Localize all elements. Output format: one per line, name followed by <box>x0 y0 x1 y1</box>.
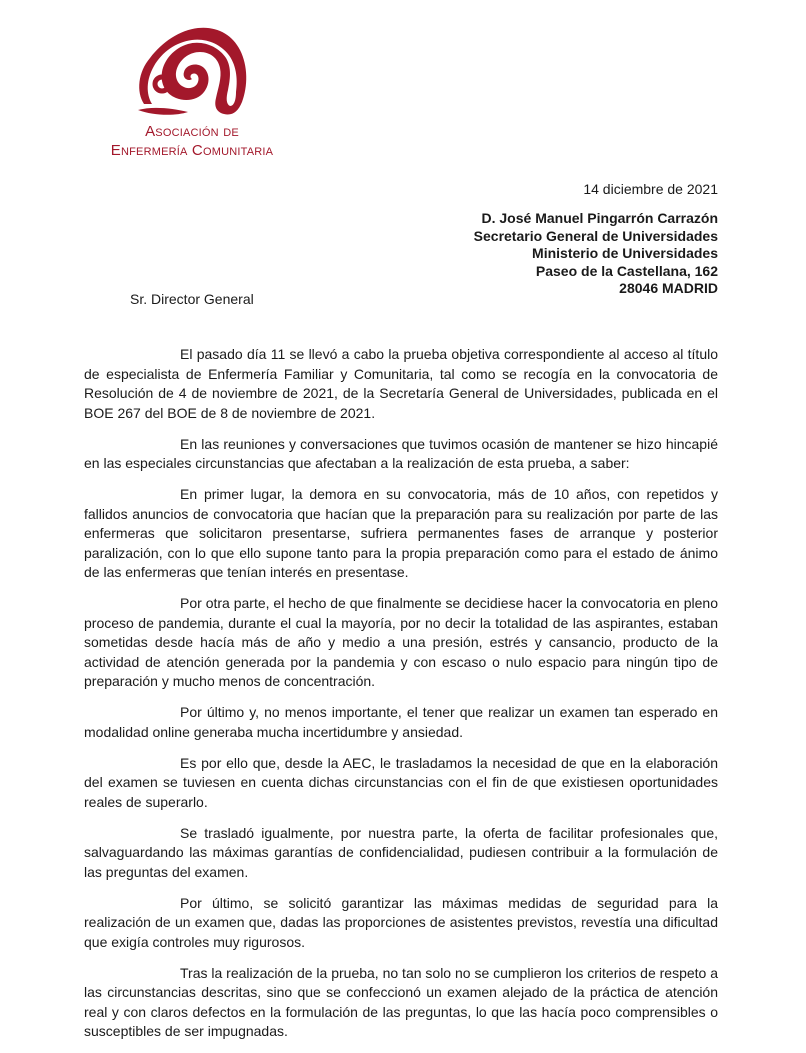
organization-logo <box>92 22 292 162</box>
body-paragraph: El pasado día 11 se llevó a cabo la prueba objetiva correspondiente al acceso al título de especialista de Enfermería Familiar y Comunitaria, tal como se recogía en la convocatoria de Resolución de 4 de noviembre de 2021, de la Secretaría General de Universidades, publicada en el BOE 267 del BOE de 8 de noviembre de 2021. <box>84 346 718 421</box>
recipient-block <box>474 210 718 298</box>
body-paragraph: Por último, se solicitó garantizar las máximas medidas de seguridad para la realización de un examen que, dadas las proporciones de asistentes previstos, revestía una dificultad que exigía controles muy rigurosos. <box>84 894 718 950</box>
body-paragraph: Tras la realización de la prueba, no tan solo no se cumplieron los criterios de respeto a las circunstancias descritas, sino que se confeccionó un examen alejado de la práctica de atención real y con claros defectos en la formulación de las preguntas, lo que las hacía poco comprensibles o susceptibles de ser impugnadas. <box>84 964 718 1039</box>
aec-spiral-logo-icon <box>132 22 250 118</box>
body-paragraph: Por último y, no menos importante, el tener que realizar un examen tan esperado en modalidad online generaba mucha incertidumbre y ansiedad. <box>84 704 718 740</box>
recipient-city: 28046 MADRID <box>619 280 718 296</box>
body-paragraph: Se trasladó igualmente, por nuestra parte, la oferta de facilitar profesionales que, salvaguardando las máximas garantías de confidencialidad, pudiesen contribuir a la formulación de las preguntas del examen. <box>84 824 718 880</box>
recipient-ministry: Ministerio de Universidades <box>532 245 718 261</box>
body-paragraph: En primer lugar, la demora en su convocatoria, más de 10 años, con repetidos y fallidos anuncios de convocatoria que hacían que la preparación para su realización por parte de las enfermeras que solicitaron presentarse, sufriera permanentes fases de arranque y posterior paralización, con lo que ello supone tanto para la propia preparación como para el estado de ánimo de las enfermeras que tenían interés en presentase. <box>84 486 718 580</box>
letter-body <box>84 345 718 1053</box>
salutation: Sr. Director General <box>130 291 254 307</box>
recipient-street: Paseo de la Castellana, 162 <box>535 262 718 279</box>
body-paragraph: Es por ello que, desde la AEC, le trasladamos la necesidad de que en la elaboración del examen se tuviesen en cuenta dichas circunstancias con el fin de que existiesen oportunidades reales de superarlo. <box>84 754 718 810</box>
recipient-name: D. José Manuel Pingarrón Carrazón <box>481 210 718 226</box>
logo-text-line1: Asociación de <box>145 123 239 140</box>
body-paragraph: Por otra parte, el hecho de que finalmente se decidiese hacer la convocatoria en pleno proceso de pandemia, durante el cual la mayoría, por no decir la totalidad de las aspirantes, estaban sometidas desde hacía más de año y medio a una presión, estrés y cansancio, producto de la actividad de atención generada por la pandemia y con escaso o nulo espacio para ningún tipo de preparación y mucho menos de concentración. <box>84 595 718 689</box>
letter-date: 14 diciembre de 2021 <box>583 181 718 197</box>
recipient-title: Secretario General de Universidades <box>473 227 718 244</box>
body-paragraph: En las reuniones y conversaciones que tuvimos ocasión de mantener se hizo hincapié en las especiales circunstancias que afectaban a la realización de esta prueba, a saber: <box>84 435 718 471</box>
logo-text-line2: Enfermería Comunitaria <box>110 142 274 159</box>
